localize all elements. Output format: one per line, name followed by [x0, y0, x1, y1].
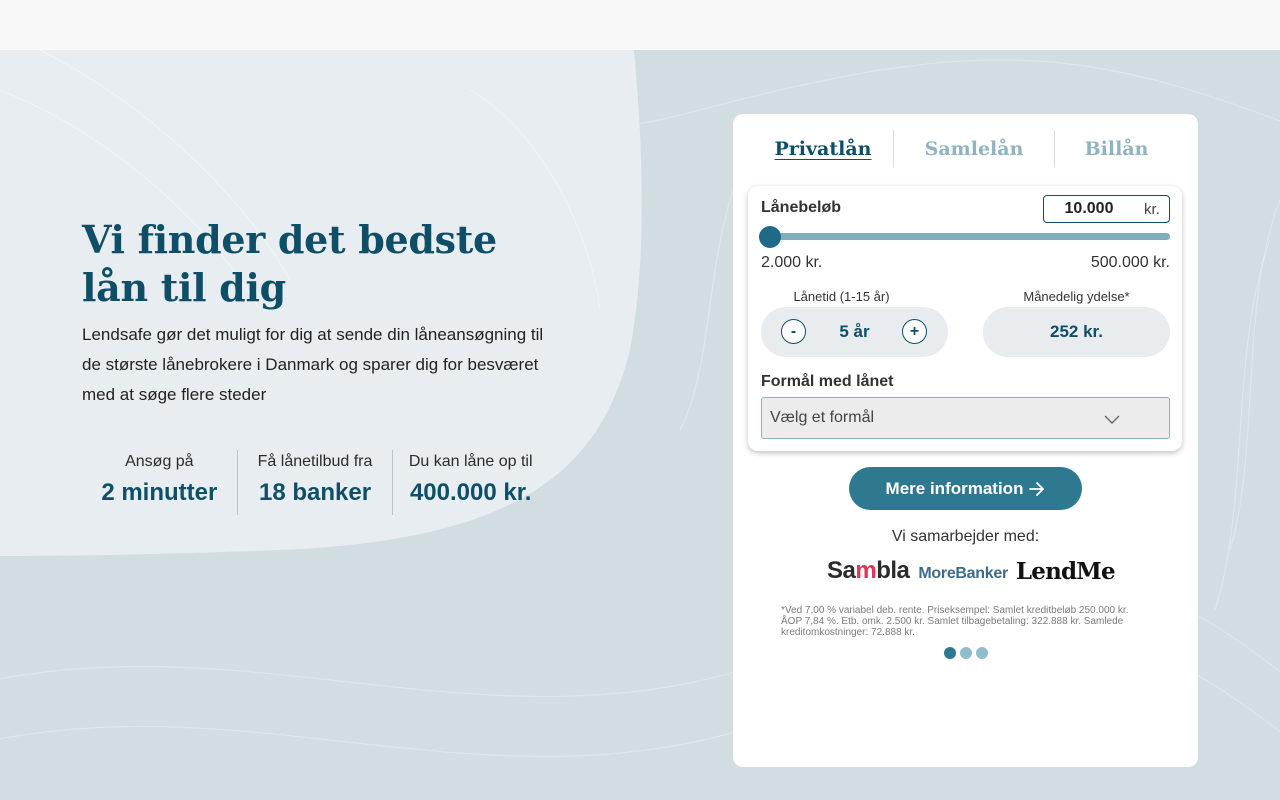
- lendme-logo: LendMe: [1015, 557, 1115, 585]
- loan-purpose-select[interactable]: [761, 397, 1170, 439]
- monthly-payment-label: Månedelig ydelse*: [1023, 289, 1130, 304]
- monthly-payment-value: 252 kr.: [1050, 322, 1103, 341]
- stat-label: Få lånetilbud fra: [257, 453, 373, 470]
- stat-bank-count: [237, 450, 393, 515]
- loan-type-tabs: [753, 130, 1178, 167]
- tab-privatlaan[interactable]: Privatlån: [774, 137, 872, 160]
- hero-headline: Vi finder det bedste lån til dig: [82, 217, 497, 310]
- stat-value: 18 banker: [258, 479, 372, 506]
- morebanker-logo: MoreBanker: [918, 565, 1008, 582]
- loan-term-value: 5 år: [839, 322, 870, 341]
- more-information-button[interactable]: [849, 467, 1082, 510]
- partners-label: Vi samarbejder med:: [891, 528, 1040, 545]
- stat-apply-time: [82, 450, 237, 515]
- top-navigation-bar: [0, 0, 1280, 50]
- calculator-panel: [748, 186, 1182, 451]
- loan-amount-slider-thumb[interactable]: [759, 226, 781, 248]
- stat-max-loan: [392, 450, 548, 515]
- tab-billaan[interactable]: Billån: [1084, 137, 1149, 160]
- loan-purpose-selected-value: Vælg et formål: [770, 409, 875, 426]
- stat-value: 400.000 kr.: [409, 479, 532, 506]
- stat-label: Du kan låne op til: [408, 453, 533, 470]
- loan-calculator-card: [733, 114, 1198, 767]
- carousel-dot[interactable]: [960, 647, 972, 659]
- stat-value: 2 minutter: [101, 479, 218, 506]
- loan-term-label: Lånetid (1-15 år): [793, 289, 890, 304]
- carousel-dot[interactable]: [944, 647, 956, 659]
- sambla-logo: Sambla: [827, 557, 910, 584]
- carousel-dots: [944, 647, 992, 659]
- carousel-dot[interactable]: [976, 647, 988, 659]
- loan-purpose-label: Formål med lånet: [761, 373, 894, 390]
- chevron-down-icon: [1103, 410, 1121, 428]
- loan-amount-unit: kr.: [1144, 200, 1160, 218]
- loan-amount-value[interactable]: 10.000: [1064, 200, 1114, 217]
- stats-row: [82, 450, 548, 515]
- stat-label: Ansøg på: [125, 453, 194, 470]
- tab-samlelaan[interactable]: Samlelån: [924, 137, 1024, 160]
- slider-min-label: 2.000 kr.: [761, 254, 823, 271]
- loan-amount-label: Lånebeløb: [761, 199, 842, 216]
- loan-amount-input[interactable]: [1043, 195, 1170, 223]
- hero-intro-text: Lendsafe gør det muligt for dig at sende din låneansøgning til de største lånebrokere i Danmark og sparer dig for besværet med at søge flere steder: [82, 325, 544, 404]
- monthly-payment-display: [983, 307, 1170, 357]
- price-example-disclaimer: *Ved 7,00 % variabel deb. rente. Priseksempel: Samlet kreditbeløb 250.000 kr. ÅOP 7,84 %. Etb. omk. 2.500 kr. Samlet tilbagebetaling: 322.888 kr. Samlede kreditomkostninger: 72.888 kr.: [781, 605, 1129, 638]
- arrow-right-icon: [1029, 482, 1045, 496]
- partner-logos: [827, 558, 1117, 584]
- increase-term-button[interactable]: +: [902, 319, 927, 344]
- loan-term-stepper: [761, 307, 948, 357]
- slider-max-label: 500.000 kr.: [1090, 254, 1170, 271]
- more-information-label: Mere information: [885, 478, 1024, 498]
- loan-amount-slider-track[interactable]: [764, 233, 1170, 240]
- decrease-term-button[interactable]: -: [781, 319, 806, 344]
